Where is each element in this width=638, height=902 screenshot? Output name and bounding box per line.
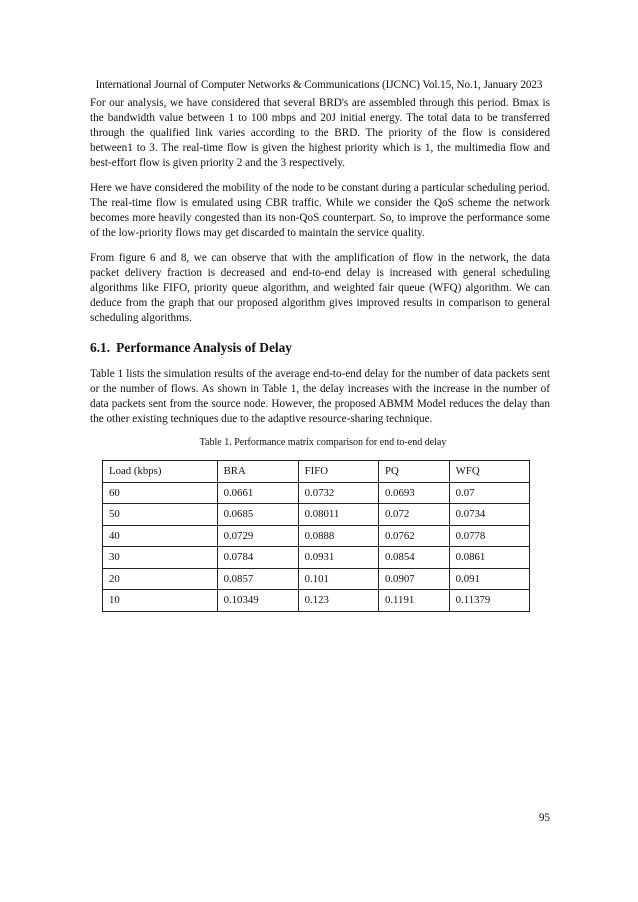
table-cell: 40 xyxy=(103,525,218,547)
table-row xyxy=(103,547,530,569)
column-header: FIFO xyxy=(298,461,378,483)
table-cell: 0.0931 xyxy=(298,547,378,569)
paragraph-mobility: Here we have considered the mobility of the node to be constant during a particular scheduling period. The real-time flow is emulated using CBR traffic. While we consider the QoS scheme the network becomes more heavily congested than its non-QoS counterpart. So, to improve the performance some of the low-priority flows may get discarded to maintain the service quality. xyxy=(90,182,550,239)
table-cell: 0.0661 xyxy=(217,482,298,504)
table-cell: 0.072 xyxy=(378,504,449,526)
running-header: International Journal of Computer Networks & Communications (IJCNC) Vol.15, No.1, January 2023 xyxy=(95,79,543,91)
section-title: Performance Analysis of Delay xyxy=(116,340,292,355)
table-row xyxy=(103,504,530,526)
table-cell: 0.0784 xyxy=(217,547,298,569)
table-cell: 0.0857 xyxy=(217,568,298,590)
table-cell: 0.0685 xyxy=(217,504,298,526)
table-cell: 50 xyxy=(103,504,218,526)
table-cell: 0.0732 xyxy=(298,482,378,504)
table-row xyxy=(103,482,530,504)
table-cell: 0.0907 xyxy=(378,568,449,590)
column-header: PQ xyxy=(378,461,449,483)
column-header: Load (kbps) xyxy=(103,461,218,483)
section-heading xyxy=(90,340,550,356)
table-cell: 0.0734 xyxy=(449,504,529,526)
section-number: 6.1. xyxy=(90,340,111,355)
table-row xyxy=(103,525,530,547)
table-cell: 30 xyxy=(103,547,218,569)
column-header: WFQ xyxy=(449,461,529,483)
table-cell: 0.0762 xyxy=(378,525,449,547)
paragraph-analysis-setup: For our analysis, we have considered that several BRD's are assembled through this period. Bmax is the bandwidth value between 1 to 100 mbps and 20J initial energy. The total data to be transferred through the qualified link varies according to the BRD. The priority of the flow is considered between1 to 3. The real-time flow is given the highest priority which is 1, the multimedia flow and best-effort flow is given priority 2 and the 3 respectively. xyxy=(90,97,550,169)
table-row xyxy=(103,590,530,612)
table-cell: 10 xyxy=(103,590,218,612)
table-cell: 0.11379 xyxy=(449,590,529,612)
table-cell: 0.0778 xyxy=(449,525,529,547)
table-caption: Table 1. Performance matrix comparison for end to-end delay xyxy=(199,437,447,448)
performance-table xyxy=(102,460,530,612)
page-number: 95 xyxy=(538,812,550,824)
table-cell: 0.0861 xyxy=(449,547,529,569)
paragraph-figure-observation: From figure 6 and 8, we can observe that with the amplification of flow in the network, the data packet delivery fraction is decreased and end-to-end delay is increased with general scheduling algorithms like FIFO, priority queue algorithm, and weighted fair queue (WFQ) algorithm. We can deduce from the graph that our proposed algorithm gives improved results in comparison to general scheduling algorithms. xyxy=(90,252,550,324)
table-cell: 0.07 xyxy=(449,482,529,504)
table-cell: 0.123 xyxy=(298,590,378,612)
table-cell: 0.0888 xyxy=(298,525,378,547)
table-cell: 0.10349 xyxy=(217,590,298,612)
table-cell: 0.0854 xyxy=(378,547,449,569)
table-cell: 60 xyxy=(103,482,218,504)
table-cell: 0.08011 xyxy=(298,504,378,526)
paragraph-table-intro: Table 1 lists the simulation results of the average end-to-end delay for the number of data packets sent or the number of flows. As shown in Table 1, the delay increases with the increase in the number of data packets sent from the source node. However, the proposed ABMM Model reduces the delay than the other existing techniques due to the adaptive resource-sharing technique. xyxy=(90,368,550,425)
page-body xyxy=(90,96,550,612)
table-row xyxy=(103,568,530,590)
table-cell: 0.0729 xyxy=(217,525,298,547)
table-cell: 0.0693 xyxy=(378,482,449,504)
table-cell: 0.1191 xyxy=(378,590,449,612)
column-header: BRA xyxy=(217,461,298,483)
table-cell: 0.101 xyxy=(298,568,378,590)
table-cell: 0.091 xyxy=(449,568,529,590)
table-cell: 20 xyxy=(103,568,218,590)
table-header-row xyxy=(103,461,530,483)
